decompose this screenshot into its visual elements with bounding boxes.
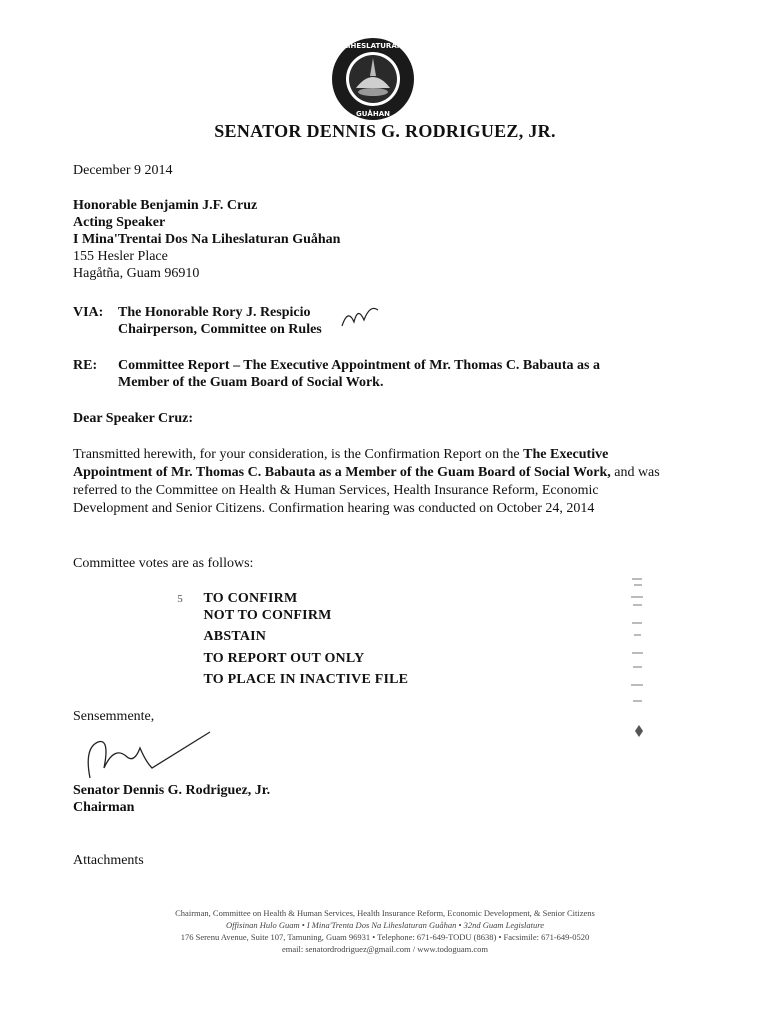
legislature-seal [330,36,416,122]
vote-row [160,671,408,688]
vote-label: TO PLACE IN INACTIVE FILE [203,672,409,687]
body-paragraph [73,446,673,518]
via-block [73,304,322,338]
attachments-label: Attachments [73,853,144,868]
signatory-title: Chairman [73,800,135,815]
salutation: Dear Speaker Cruz: [73,411,194,426]
signatory-name: Senator Dennis G. Rodriguez, Jr. [73,783,271,798]
body-text-end: and was referred to the Committee on Health & Human Services, Health Insurance Reform, Economic Development and Senior Citizens. Confirmation hearing was conducted on October 24, 2014 [73,465,660,516]
votes-intro: Committee votes are as follows: [73,556,254,571]
recipient-address-1: 155 Hesler Place [73,249,168,264]
re-line-2: Member of the Guam Board of Social Work. [118,375,384,390]
vote-label: ABSTAIN [203,629,267,644]
svg-text:LIHESLATURAN: LIHESLATURAN [343,42,403,50]
re-label: RE: [73,358,98,373]
vote-label: NOT TO CONFIRM [203,608,332,623]
body-text-start: Transmitted herewith, for your consideration, is the Confirmation Report on the [73,447,524,462]
via-line-2: Chairperson, Committee on Rules [118,322,322,337]
senator-title: SENATOR DENNIS G. RODRIGUEZ, JR. [214,121,556,141]
vote-count: 5 [177,593,183,605]
recipient-address-2: Hagåtña, Guam 96910 [73,266,200,281]
initials-mark [340,300,380,335]
via-label: VIA: [73,305,104,320]
re-block [73,357,600,391]
letter-date: December 9 2014 [73,163,173,178]
via-line-1: The Honorable Rory J. Respicio [118,305,311,320]
svg-text:GUÅHAN: GUÅHAN [356,110,390,118]
re-line-1: Committee Report – The Executive Appointment of Mr. Thomas C. Babauta as a [118,358,600,373]
receipt-stamp [628,575,650,745]
footer-line-4: email: senatordrodriguez@gmail.com / www.todoguam.com [281,944,489,954]
footer-line-1: Chairman, Committee on Health & Human Services, Health Insurance Reform, Economic Development, & Senior Citizens [175,908,595,918]
vote-row [160,628,266,645]
vote-label: TO REPORT OUT ONLY [203,651,365,666]
recipient-org: I Mina'Trentai Dos Na Liheslaturan Guåhan [73,232,341,247]
closing: Sensemmente, [73,709,155,724]
vote-row [160,650,364,667]
footer-line-3: 176 Serenu Avenue, Suite 107, Tamuning, Guam 96931 • Telephone: 671-649-TODU (8638) • Facsimile: 671-649-0520 [180,932,590,942]
vote-label: TO CONFIRM [203,591,298,606]
body-text-bold: The Executive Appointment of Mr. Thomas C. Babauta as a Member of the Guam Board of Social Work, [73,447,611,480]
vote-row [160,607,332,624]
vote-row [160,590,297,608]
footer-line-2: Offisinan Hulo Guam • I Mina'Trenta Dos Na Liheslaturan Guåhan • 32nd Guam Legislature [225,920,545,930]
recipient-name: Honorable Benjamin J.F. Cruz [73,198,258,213]
recipient-title: Acting Speaker [73,215,166,230]
